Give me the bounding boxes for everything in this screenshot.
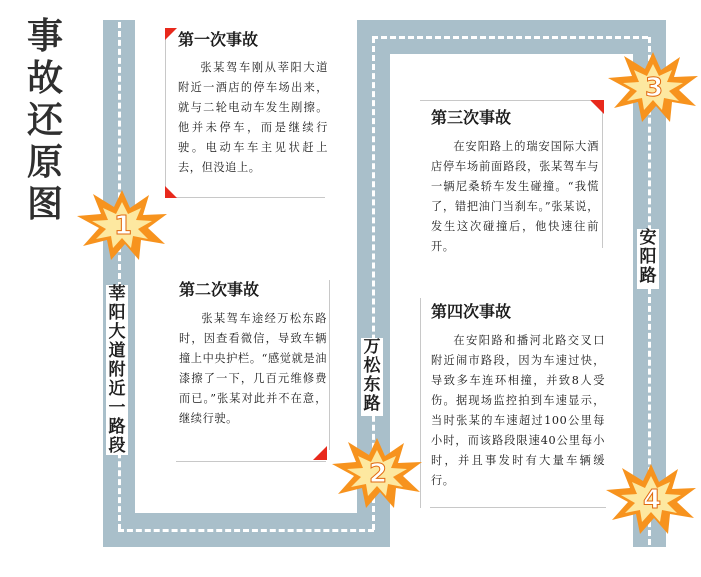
corner-marker [590, 100, 604, 114]
card-border [165, 36, 166, 198]
accident-number: 3 [644, 73, 664, 103]
road-label-left: 莘阳大道附近一路段 [106, 285, 128, 455]
accident-card-1 [165, 28, 327, 198]
accident-card-4 [420, 298, 610, 508]
corner-marker [313, 446, 327, 460]
page-title: 事故还原图 [26, 16, 63, 225]
card-border [602, 110, 603, 248]
accident-heading: 第一次事故 [178, 30, 259, 49]
lane-marking [118, 529, 374, 532]
accident-marker-2 [330, 436, 424, 510]
accident-card-3 [420, 100, 604, 253]
accident-description: 张某驾车途经万松东路时，因查看微信，导致车辆撞上中央护栏。“感觉就是油漆擦了一下，几百元维修费而已。”张某对此并不在意，继续行驶。 [179, 312, 327, 425]
accident-number: 2 [368, 459, 388, 489]
accident-description: 张某驾车刚从莘阳大道附近一酒店的停车场出来，就与二轮电动车发生剐擦。他并未停车，而是继续行驶。电动车车主见状赶上去，但没追上。 [178, 61, 328, 174]
accident-description: 在安阳路和播河北路交叉口附近闹市路段，因为车速过快，导致多车连环相撞，并致8人受伤。据现场监控拍到车速显示，当时张某的车速超过100公里每小时，而该路段限速40公里每小时，并且事发时有大量车辆缓行。 [431, 334, 605, 487]
road-label-middle: 万松东路 [361, 338, 383, 416]
accident-heading: 第三次事故 [431, 108, 512, 127]
accident-heading: 第四次事故 [431, 302, 512, 321]
card-border [176, 461, 326, 462]
corner-marker [165, 28, 177, 40]
accident-number: 1 [113, 211, 133, 241]
card-border [329, 280, 330, 450]
card-border [430, 507, 606, 508]
accident-marker-4 [604, 462, 698, 536]
road-label-right: 安阳路 [637, 229, 659, 289]
accident-number: 4 [642, 485, 662, 515]
lane-marking [372, 36, 648, 39]
accident-marker-1 [75, 188, 169, 262]
card-border [420, 100, 590, 101]
card-border [165, 197, 325, 198]
accident-description: 在安阳路上的瑞安国际大酒店停车场前面路段，张某驾车与一辆尼桑轿车发生碰撞。“我慌了，错把油门当刹车。”张某说，发生这次碰撞后，他快速往前开。 [431, 140, 599, 253]
accident-marker-3 [606, 50, 700, 124]
accident-card-2 [168, 280, 331, 462]
accident-heading: 第二次事故 [179, 280, 260, 299]
